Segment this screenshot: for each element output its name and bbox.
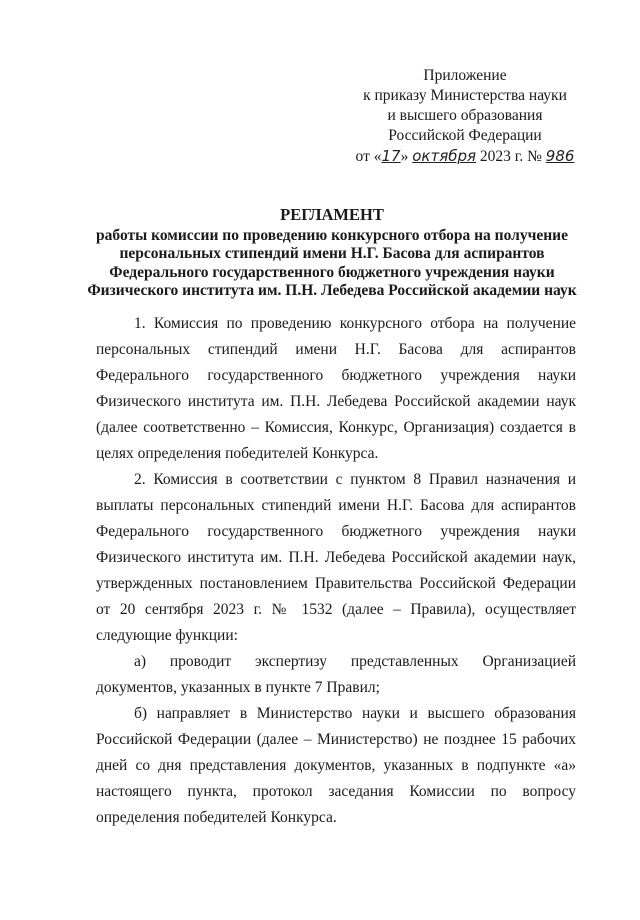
appendix-ministry-line: и высшего образования [387, 107, 543, 124]
handwritten-month: октября [412, 147, 477, 165]
appendix-order-ref: к приказу Министерства науки [363, 87, 567, 104]
document-title [80, 206, 584, 301]
appendix-label: Приложение [423, 67, 507, 84]
title-line-1: работы комиссии по проведению конкурсного отбора на получение [96, 226, 568, 244]
date-year: 2023 г. № [476, 148, 546, 165]
handwritten-day: 17 [381, 147, 401, 165]
handwritten-number: 986 [545, 147, 575, 165]
paragraph-2b: б) направляет в Министерство науки и высшего образования Российской Федерации (далее – Министерство) не позднее 15 рабочих дней со дня представления документов, указанных в подпункте «а» настоящего пункта, протокол заседания Комиссии по вопросу определения победителей Конкурса. [96, 705, 576, 826]
title-line-4: Физического института им. П.Н. Лебедева Российской академии наук [87, 282, 577, 299]
paragraph-1: 1. Комиссия по проведению конкурсного отбора на получение персональных стипендий имени Н.Г. Басова для аспирантов Федерального государственного бюджетного учреждения науки Физического института им. П.Н. Лебедева Российской академии наук (далее соответственно – Комиссия, Конкурс, Организация) создается в целях определения победителей Конкурса. [96, 315, 576, 462]
paragraph-2: 2. Комиссия в соответствии с пунктом 8 Правил назначения и выплаты персональных стипендий имени Н.Г. Басова для аспирантов Федерального государственного бюджетного учреждения науки Физического института им. П.Н. Лебедева Российской академии наук, утвержденных постановлением Правительства Российской Федерации от 20 сентября 2023 г. № 1532 (далее – Правила), осуществляет следующие функции: [96, 471, 576, 644]
date-mid: » [400, 148, 413, 165]
paragraph-2a: а) проводит экспертизу представленных Организацией документов, указанных в пункте 7 Правил; [96, 653, 576, 696]
appendix-header [330, 66, 600, 167]
title-line-2: персональных стипендий имени Н.Г. Басова для аспирантов [119, 245, 545, 262]
appendix-date-line [330, 146, 600, 167]
title-heading: РЕГЛАМЕНТ [280, 205, 384, 224]
document-body [96, 311, 576, 831]
date-prefix: от « [355, 148, 382, 165]
title-line-3: Федерального государственного бюджетного учреждения науки [109, 263, 555, 281]
appendix-country-line: Российской Федерации [388, 127, 542, 144]
